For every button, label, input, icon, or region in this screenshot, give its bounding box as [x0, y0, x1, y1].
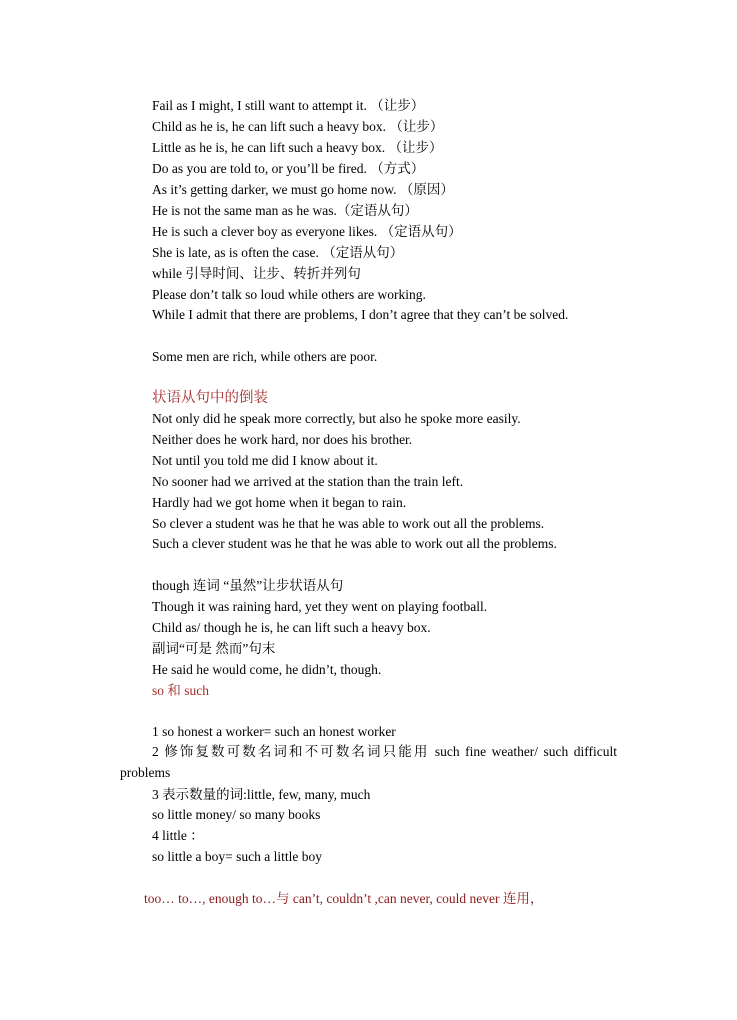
- note-while: while 引导时间、让步、转折并列句: [152, 266, 361, 281]
- list-item: 4 little ：: [152, 828, 204, 843]
- section-heading-inversion: 状语从句中的倒装: [152, 390, 268, 406]
- example-line: Not until you told me did I know about it.: [152, 453, 378, 468]
- wrapped-paragraph: Such a clever student was he that he was able to work out all the problems.: [152, 536, 557, 551]
- example-line: Neither does he work hard, nor does his brother.: [152, 432, 413, 447]
- example-line: Please don’t talk so loud while others are working.: [152, 287, 426, 302]
- example-line: So clever a student was he that he was able to work out all the problems.: [152, 516, 545, 531]
- example-line: Some men are rich, while others are poor.: [152, 349, 378, 364]
- example-line: Though it was raining hard, yet they went on playing football.: [152, 599, 488, 614]
- example-line: She is late, as is often the case. （定语从句）: [152, 245, 404, 260]
- list-item: 3 表示数量的词:little, few, many, much: [152, 787, 371, 802]
- example-line: Do as you are told to, or you’ll be fired. （方式）: [152, 161, 425, 176]
- example-line: He said he would come, he didn’t, though.: [152, 662, 382, 677]
- footer-note: too… to…, enough to…与 can’t, couldn’t ,can never, could never 连用，: [144, 891, 544, 906]
- wrapped-paragraph: While I admit that there are problems, I don’t agree that they can’t be solved.: [152, 307, 569, 322]
- example-line: He is not the same man as he was.（定语从句）: [152, 203, 418, 218]
- wrapped-paragraph: 2 修饰复数可数名词和不可数名词只能用 such fine weather/ such difficult problems: [120, 744, 617, 780]
- note-though: though 连词 “虽然”让步状语从句: [152, 578, 344, 593]
- example-line: No sooner had we arrived at the station than the train left.: [152, 474, 464, 489]
- section-heading-so-such: so 和 such: [152, 683, 209, 698]
- example-line: As it’s getting darker, we must go home now. （原因）: [152, 182, 454, 197]
- example-line: Little as he is, he can lift such a heavy box. （让步）: [152, 140, 443, 155]
- example-line: Fail as I might, I still want to attempt it. （让步）: [152, 98, 425, 113]
- example-line: Child as he is, he can lift such a heavy box. （让步）: [152, 119, 444, 134]
- list-item: so little money/ so many books: [152, 807, 321, 822]
- example-line: Not only did he speak more correctly, but also he spoke more easily.: [152, 411, 521, 426]
- example-line: Hardly had we got home when it began to rain.: [152, 495, 407, 510]
- list-item: 1 so honest a worker= such an honest worker: [152, 724, 396, 739]
- note-adverb: 副词“可是 然而”句末: [152, 641, 276, 656]
- list-item: so little a boy= such a little boy: [152, 849, 322, 864]
- example-line: He is such a clever boy as everyone likes. （定语从句）: [152, 224, 462, 239]
- example-line: Child as/ though he is, he can lift such a heavy box.: [152, 620, 431, 635]
